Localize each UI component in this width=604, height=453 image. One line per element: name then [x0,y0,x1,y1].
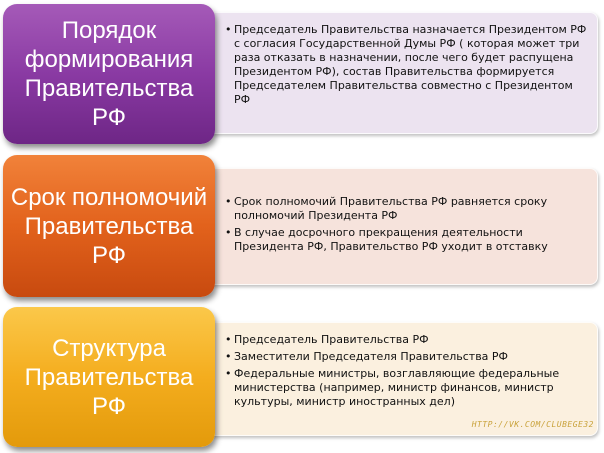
section-3-title-box [3,307,215,447]
section-2-title-box [3,155,215,297]
watermark: HTTP://VK.COM/CLUBEGE32 [471,420,594,429]
section-1-details [205,12,598,134]
section-3-details [205,322,598,436]
list-item: • Председатель Правительства назначается Президентом РФ с согласия Государственной Думы РФ ( которая может три раза отказать в назначении, после чего будет распущена Президентом РФ), состав Правительства формируется Председателем Правительства совместно с Президентом РФ [234,23,591,107]
section-1-title-box [3,4,215,144]
list-item: • Председатель Правительства РФ [234,333,591,347]
section-2-list [206,195,597,254]
section-3-title: Структура Правительства РФ [24,334,194,420]
section-2-details [205,168,598,285]
list-item: • Федеральные министры, возглавляющие федеральные министерства (например, министр финансов, министр культуры, министр иностранных дел) [234,367,591,409]
section-1-title: Порядок формирования Правительства РФ [24,17,194,131]
section-2-title: Срок полномочий Правительства РФ [10,183,208,269]
list-item: • Срок полномочий Правительства РФ равняется сроку полномочий Президента РФ [234,195,591,223]
list-item: • В случае досрочного прекращения деятельности Президента РФ, Правительство РФ уходит в отставку [234,226,591,254]
section-3-list [206,333,597,409]
section-1-list [206,23,597,107]
list-item: • Заместители Председателя Правительства РФ [234,350,591,364]
